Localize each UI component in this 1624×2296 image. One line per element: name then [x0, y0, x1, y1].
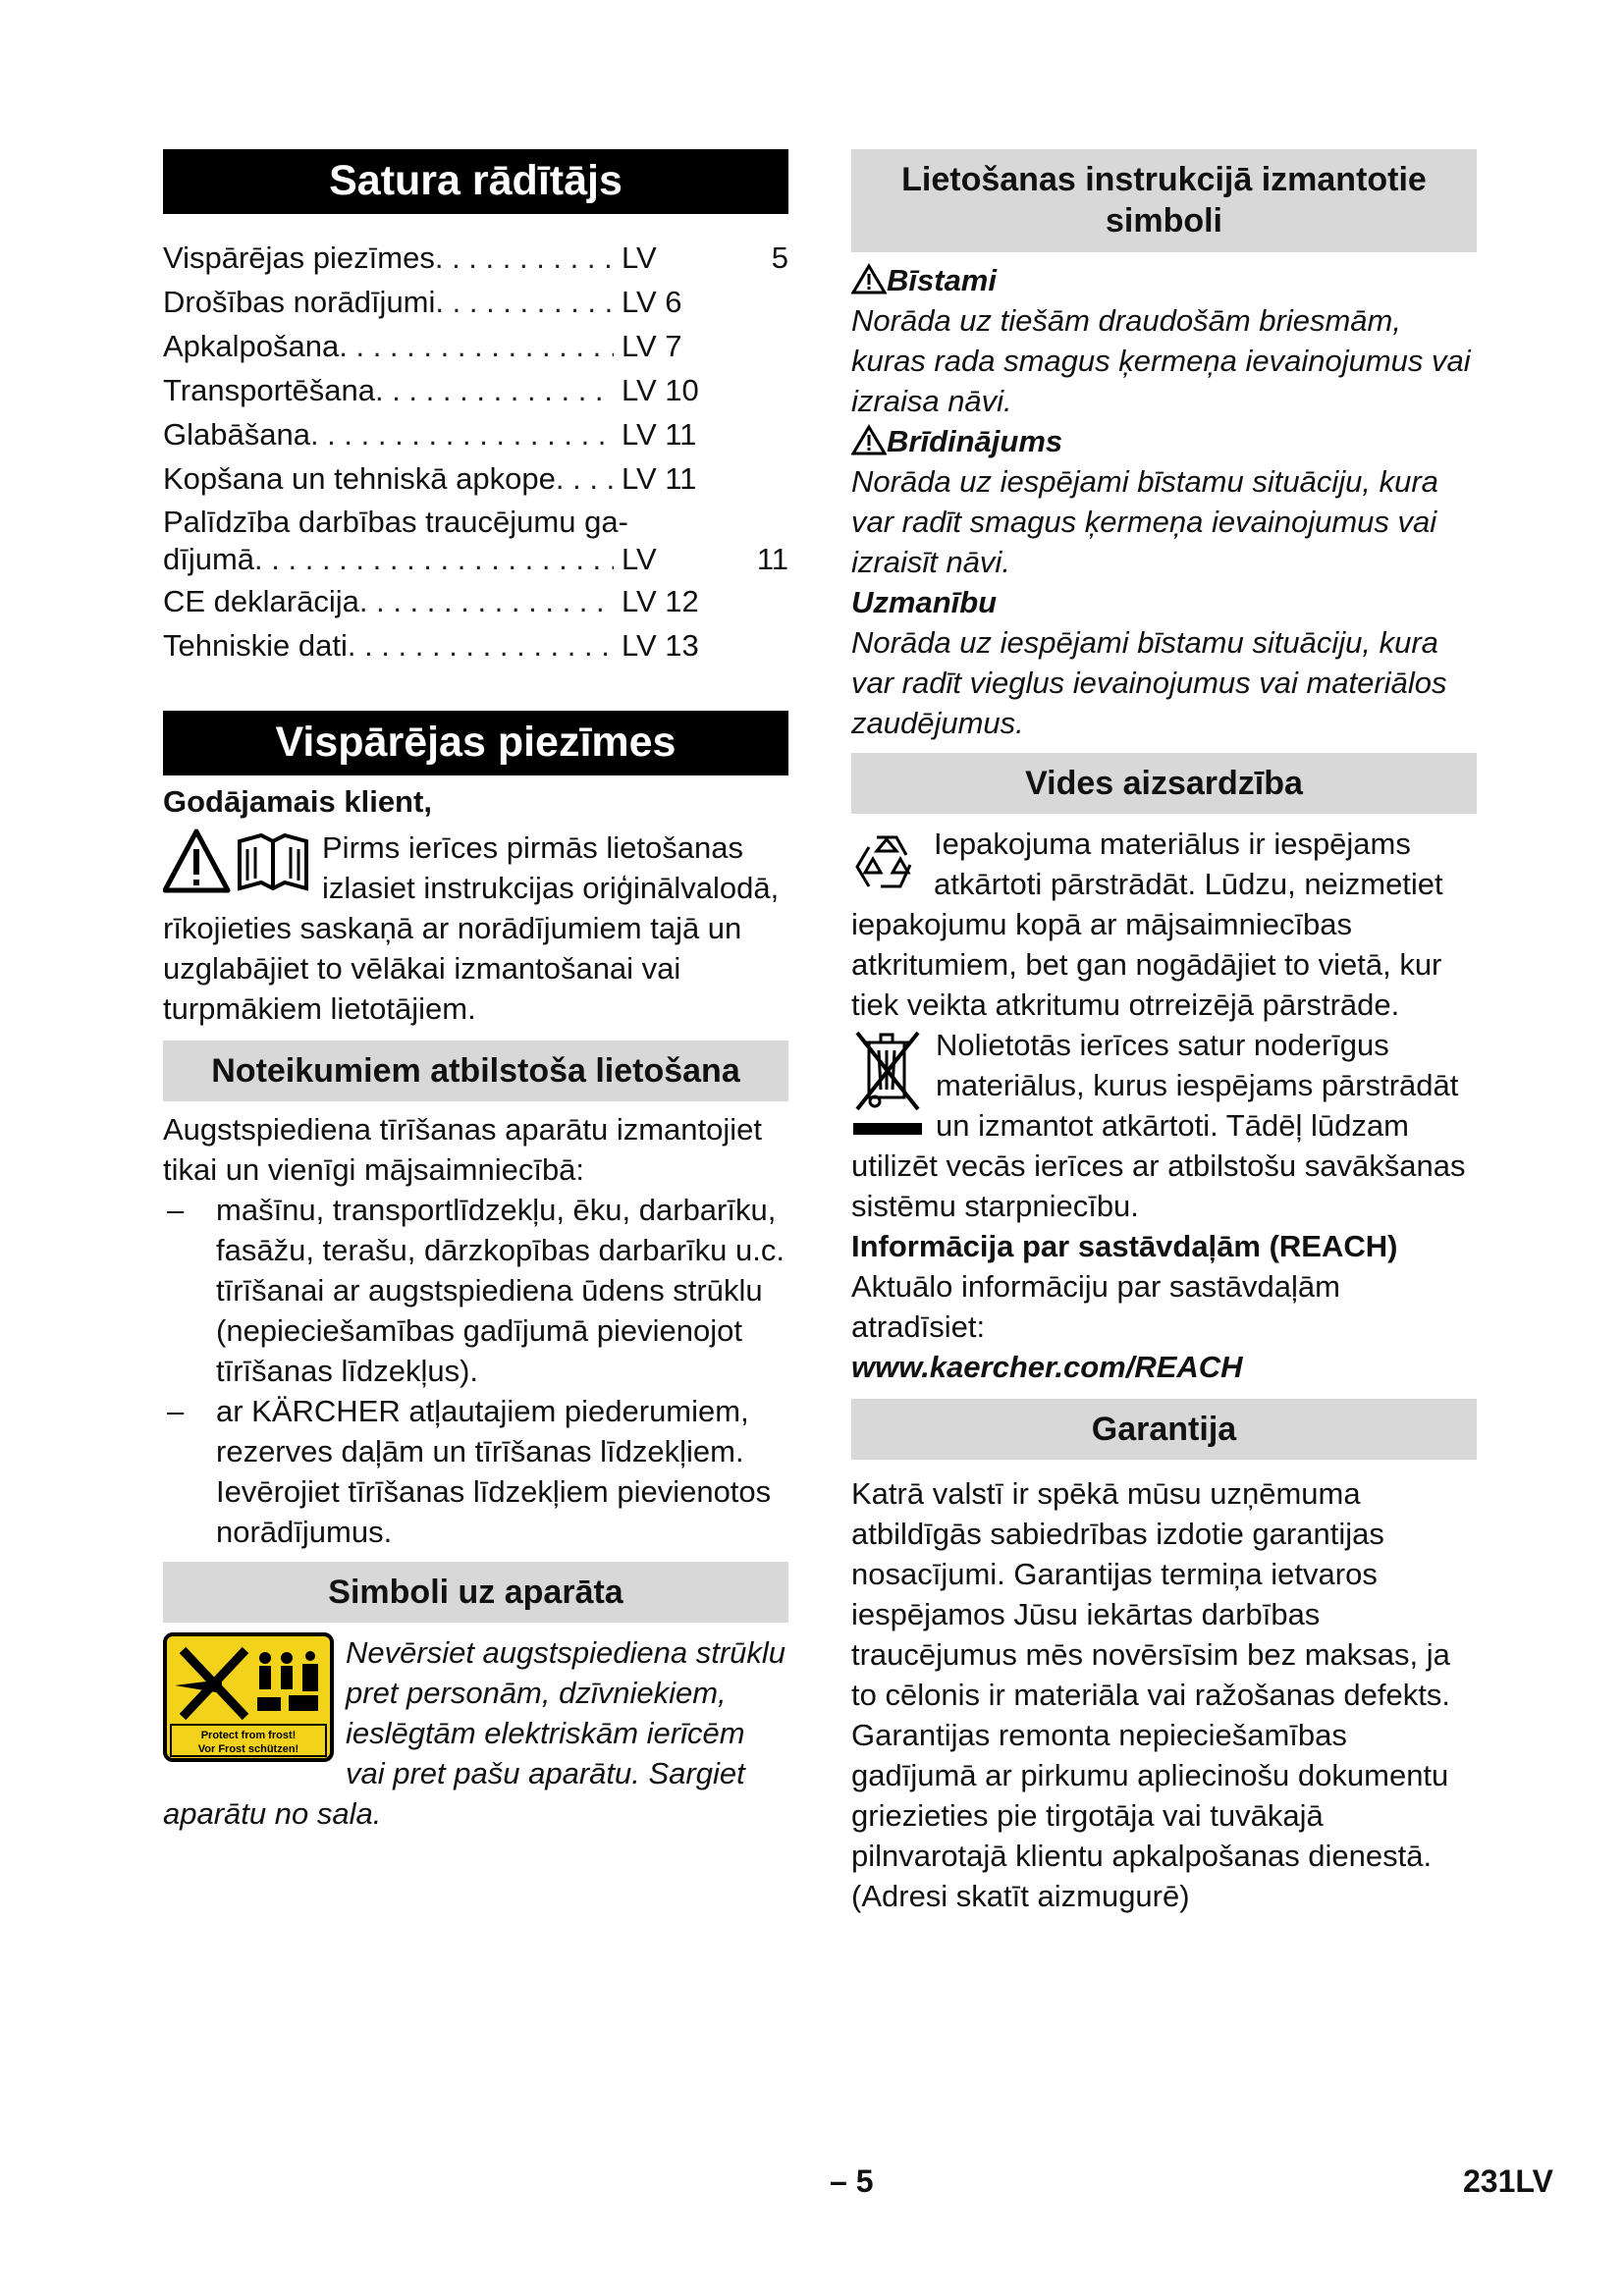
toc-lang: LV 6: [622, 285, 682, 319]
toc-row[interactable]: [163, 623, 788, 667]
right-column: [851, 149, 1477, 1916]
toc-heading: Satura rādītājs: [163, 149, 788, 214]
toc-title-line1: Palīdzība darbības traucējumu ga-: [163, 505, 628, 539]
weee-block: [851, 1025, 1477, 1226]
toc-page: 11: [756, 542, 788, 576]
toc-page: [749, 579, 788, 623]
toc-title: Tehniskie dati: [163, 628, 348, 663]
crossed-out-bin-icon: [851, 1029, 924, 1144]
left-column: [163, 149, 788, 1834]
toc-lang: LV 11: [622, 417, 697, 452]
page-number: – 5: [830, 2163, 874, 2199]
toc-row[interactable]: [163, 368, 788, 412]
toc-title: Apkalpošana: [163, 329, 340, 363]
reach-link[interactable]: www.kaercher.com/REACH: [851, 1350, 1243, 1384]
label-line2: Vor Frost schützen!: [197, 1743, 299, 1755]
label-line1: Protect from frost!: [200, 1730, 297, 1741]
toc-title: Kopšana un tehniskā apkope: [163, 461, 556, 496]
toc-title: CE deklarācija: [163, 584, 359, 618]
toc-page: [749, 412, 788, 456]
toc-title: Vispārējas piezīmes: [163, 240, 435, 275]
intended-use-heading: Noteikumiem atbilstoša lietošana: [163, 1041, 788, 1101]
recycle-icon: [851, 829, 922, 903]
toc-lang: LV 10: [622, 373, 699, 407]
toc-page: [749, 280, 788, 324]
device-symbols-heading: Simboli uz aparāta: [163, 1562, 788, 1623]
caution-text: Norāda uz iespējami bīstamu situāciju, kura var radīt vieglus ievainojumus vai materiālos zaudējumus.: [851, 625, 1447, 740]
device-symbols-block: [163, 1632, 788, 1834]
no-spray-warning-label-icon: [163, 1632, 334, 1767]
warning-triangle-icon: [851, 424, 887, 455]
warning-title: Brīdinājums: [851, 421, 1477, 461]
toc-title: Glabāšana: [163, 417, 310, 452]
toc-row[interactable]: [163, 236, 788, 280]
toc-title: Drošības norādījumi: [163, 285, 436, 319]
toc-page: [749, 368, 788, 412]
toc-lang: LV 13: [622, 628, 699, 663]
weee-text: Nolietotās ierīces satur noderīgus materiālus, kurus iespējams pārstrādāt un izmantot atkārtoti. Tādēļ lūdzam utilizēt vecās ierīces ar atbilstošu savākšanas sistēmu starpniecību.: [851, 1028, 1466, 1223]
warning-text: Norāda uz iespējami bīstamu situāciju, kura var radīt smagus ķermeņa ievainojumus vai izraisīt nāvi.: [851, 464, 1438, 579]
toc-row[interactable]: [163, 579, 788, 623]
danger-title: Bīstami: [851, 260, 1477, 300]
warning-triangle-icon: [851, 263, 887, 294]
greeting: Godājamais klient,: [163, 784, 432, 819]
toc-lang: LV 11: [622, 461, 697, 496]
general-intro-block: [163, 828, 788, 1029]
toc-page: [749, 623, 788, 667]
toc-row[interactable]: [163, 324, 788, 368]
toc-title: dījumā: [163, 542, 255, 576]
general-heading: Vispārējas piezīmes: [163, 711, 788, 775]
recycle-block: [851, 824, 1477, 1025]
general-intro: Pirms ierīces pirmās lietošanas izlasiet instrukcijas oriģinālvalodā, rīkojieties saskaņā ar norādījumiem tajā un uzglabājiet to vēlākai izmantošanai vai turpmākiem lietotājiem.: [163, 830, 780, 1026]
toc-lang: LV 12: [622, 584, 699, 618]
warranty-text: Katrā valstī ir spēkā mūsu uzņēmuma atbildīgās sabiedrības izdotie garantijas nosacījumi. Garantijas termiņa ietvaros iespējamos Jūsu iekārtas darbības traucējumus mēs novērsīsim bez maksas, ja to cēlonis ir materiāla vai ražošanas defekts. Garantijas remonta nepieciešamības gadījumā ar pirkumu apliecinošu dokumentu griezieties pie tirgotāja vai tuvākajā pilnvarotajā klientu apkalpošanas dienestā. (Adresi skatīt aizmugurē): [851, 1476, 1450, 1913]
manual-symbols-heading: Lietošanas instrukcijā izmantotie simboli: [851, 149, 1477, 252]
toc-lang: LV 7: [622, 329, 682, 363]
toc-page: 5: [771, 240, 788, 275]
list-item: – mašīnu, transportlīdzekļu, ēku, darbarīku, fasāžu, terašu, dārzkopības darbarīku u.c. tīrīšanai ar augstspiediena ūdens strūklu (nepieciešamības gadījumā pievienojot tīrīšanas līdzekļus).: [163, 1190, 788, 1391]
caution-title: Uzmanību: [851, 585, 998, 619]
danger-text: Norāda uz tiešām draudošām briesmām, kuras rada smagus ķermeņa ievainojumus vai izraisa nāvi.: [851, 303, 1471, 418]
environment-heading: Vides aizsardzība: [851, 753, 1477, 814]
table-of-contents: [163, 236, 788, 667]
recycle-text: Iepakojuma materiālus ir iespējams atkārtoti pārstrādāt. Lūdzu, neizmetiet iepakojumu kopā ar mājsaimniecības atkritumiem, bet gan nogādājiet to vietā, kur tiek veikta atkritumu otrreizējā pārstrāde.: [851, 827, 1443, 1022]
toc-page: [749, 324, 788, 368]
toc-lang: LV: [622, 542, 657, 576]
warranty-heading: Garantija: [851, 1399, 1477, 1460]
reach-title: Informācija par sastāvdaļām (REACH): [851, 1229, 1398, 1263]
page-code: 231LV: [1463, 2163, 1553, 2199]
read-manual-icon: [163, 828, 310, 901]
toc-row[interactable]: [163, 412, 788, 456]
reach-text: Aktuālo informāciju par sastāvdaļām atradīsiet:: [851, 1269, 1340, 1344]
intended-use-text: Augstspiediena tīrīšanas aparātu izmantojiet tikai un vienīgi mājsaimniecībā:: [163, 1112, 763, 1187]
device-symbols-text: Nevērsiet augstspiediena strūklu pret personām, dzīvniekiem, ieslēgtām elektriskām ierīcēm vai pret pašu aparātu. Sargiet aparātu no sala.: [163, 1635, 786, 1831]
toc-row[interactable]: [163, 505, 788, 579]
toc-page: [749, 456, 788, 501]
toc-row[interactable]: [163, 456, 788, 501]
toc-title: Transportēšana: [163, 373, 375, 407]
toc-row[interactable]: [163, 280, 788, 324]
toc-lang: LV: [622, 240, 657, 275]
list-item: – ar KÄRCHER atļautajiem piederumiem, rezerves daļām un tīrīšanas līdzekļiem. Ievērojiet tīrīšanas līdzekļiem pievienotos norādījumus.: [163, 1391, 788, 1552]
